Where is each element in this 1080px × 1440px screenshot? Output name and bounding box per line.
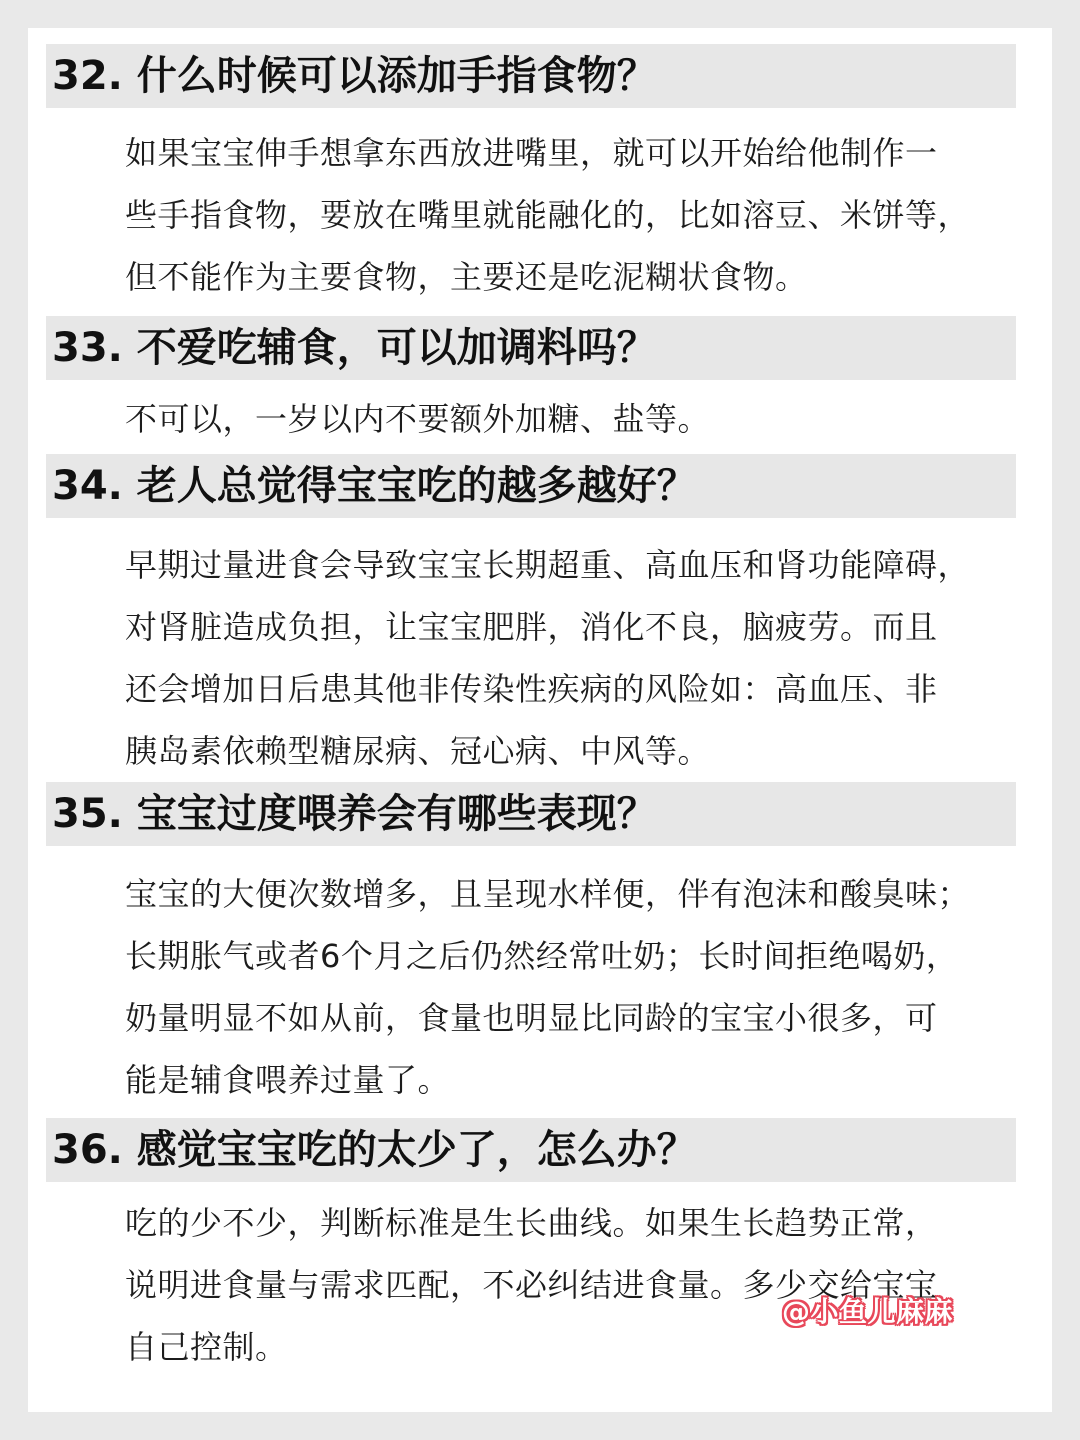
- question-number: 36.: [52, 1127, 123, 1173]
- answer-36: [125, 1192, 1040, 1378]
- answer-line: 自己控制。: [125, 1328, 288, 1366]
- question-number: 34.: [52, 463, 123, 509]
- answer-line: 还会增加日后患其他非传染性疾病的风险如：高血压、非: [125, 670, 938, 708]
- question-title: 老人总觉得宝宝吃的越多越好？: [136, 463, 697, 509]
- answer-35: [125, 863, 1040, 1111]
- answer-line: 说明进食量与需求匹配，不必纠结进食量。多少交给宝宝: [125, 1266, 938, 1304]
- question-heading-35: [46, 782, 1016, 846]
- answer-line: 不可以，一岁以内不要额外加糖、盐等。: [125, 400, 711, 438]
- question-heading-32: [46, 44, 1016, 108]
- author-watermark: @小鱼儿麻麻: [782, 1295, 954, 1328]
- question-title: 不爱吃辅食，可以加调料吗？: [136, 325, 657, 371]
- question-title: 宝宝过度喂养会有哪些表现？: [136, 791, 657, 837]
- answer-line: 长期胀气或者6个月之后仍然经常吐奶；长时间拒绝喝奶，: [125, 937, 959, 975]
- question-number: 35.: [52, 791, 123, 837]
- content-card: [28, 28, 1052, 1412]
- question-title: 感觉宝宝吃的太少了，怎么办？: [136, 1127, 697, 1173]
- answer-line: 吃的少不少，判断标准是生长曲线。如果生长趋势正常，: [125, 1204, 938, 1242]
- answer-line: 能是辅食喂养过量了。: [125, 1061, 451, 1099]
- question-heading-34: [46, 454, 1016, 518]
- answer-33: [125, 388, 1040, 450]
- answer-32: [125, 122, 1040, 308]
- answer-line: 如果宝宝伸手想拿东西放进嘴里，就可以开始给他制作一: [125, 134, 938, 172]
- answer-line: 奶量明显不如从前，食量也明显比同龄的宝宝小很多，可: [125, 999, 938, 1037]
- question-number: 32.: [52, 53, 123, 99]
- answer-line: 些手指食物，要放在嘴里就能融化的，比如溶豆、米饼等，: [125, 196, 971, 234]
- question-title: 什么时候可以添加手指食物？: [136, 53, 657, 99]
- question-heading-33: [46, 316, 1016, 380]
- question-heading-36: [46, 1118, 1016, 1182]
- answer-line: 胰岛素依赖型糖尿病、冠心病、中风等。: [125, 732, 711, 770]
- question-number: 33.: [52, 325, 123, 371]
- answer-line: 宝宝的大便次数增多，且呈现水样便，伴有泡沫和酸臭味；: [125, 875, 971, 913]
- answer-line: 早期过量进食会导致宝宝长期超重、高血压和肾功能障碍，: [125, 546, 971, 584]
- answer-34: [125, 534, 1040, 782]
- answer-line: 对肾脏造成负担，让宝宝肥胖，消化不良，脑疲劳。而且: [125, 608, 938, 646]
- answer-line: 但不能作为主要食物，主要还是吃泥糊状食物。: [125, 258, 808, 296]
